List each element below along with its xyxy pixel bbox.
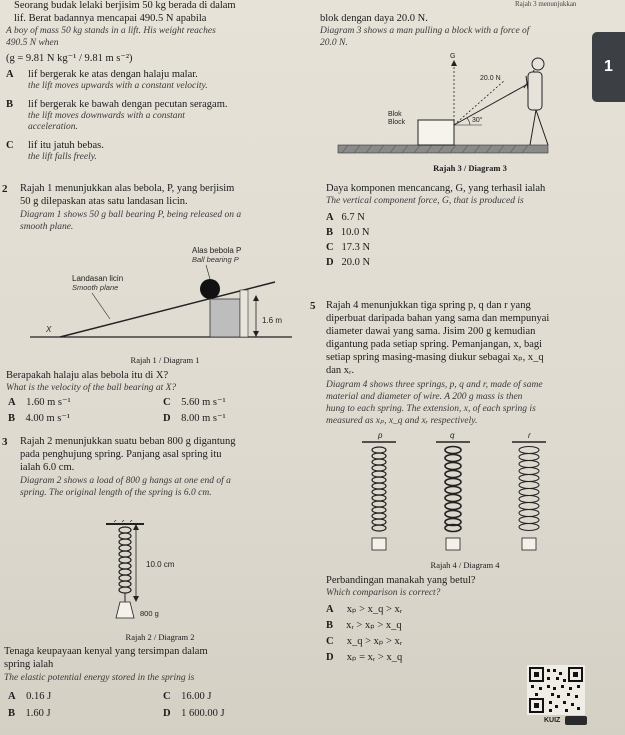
q3-en2: spring. The original length of the spring is 6.0 cm. xyxy=(20,488,212,498)
q4-option-a[interactable]: A 6.7 N xyxy=(326,212,365,223)
q3-question-ms2: spring ialah xyxy=(4,659,54,670)
q1-en2: 490.5 N when xyxy=(6,38,59,48)
ball-label: Alas bebola P xyxy=(192,246,242,255)
q1-option-b-en2: acceleration. xyxy=(28,122,78,132)
diagram-1 xyxy=(20,235,310,355)
qr-code-icon[interactable] xyxy=(527,665,585,715)
mass-label: 800 g xyxy=(140,609,159,618)
q3-ms2: pada penghujung spring. Panjang asal spring itu xyxy=(20,449,222,460)
q4-option-b[interactable]: B 10.0 N xyxy=(326,227,370,238)
mass-r xyxy=(522,538,536,550)
page-number-tab: 1 xyxy=(592,32,625,102)
kuiz-label: KUIZ xyxy=(544,717,561,724)
q1-option-b[interactable]: B xyxy=(6,99,14,110)
diagram-3 xyxy=(330,50,592,165)
q4-header-small: Rajah 3 menunjukkan xyxy=(515,0,577,8)
diagram-2 xyxy=(100,520,220,630)
q4-option-c[interactable]: C 17.3 N xyxy=(326,242,371,253)
q3-ms1: Rajah 2 menunjukkan suatu beban 800 g digantung xyxy=(20,436,236,447)
block-shape xyxy=(418,120,454,145)
q4-en1: Diagram 3 shows a man pulling a block with a force of xyxy=(320,26,530,36)
q3-question-ms1: Tenaga keupayaan kenyal yang tersimpan dalam xyxy=(4,646,208,657)
diagram-1-caption: Rajah 1 / Diagram 1 xyxy=(130,355,200,365)
q2-option-d[interactable]: D 8.00 m s⁻¹ xyxy=(163,413,226,424)
q1-option-b-en: the lift moves downwards with a constant xyxy=(28,111,185,121)
block-label-en: Block xyxy=(388,119,406,126)
q5-option-c[interactable]: C x_q > xₚ > xᵣ xyxy=(326,636,403,647)
q1-g-value: (g = 9.81 N kg⁻¹ / 9.81 m s⁻²) xyxy=(6,53,133,64)
spring-q-coils xyxy=(445,447,461,532)
force-label: 20.0 N xyxy=(480,75,501,82)
q2-option-c[interactable]: C 5.60 m s⁻¹ xyxy=(163,397,226,408)
spring-r-label: r xyxy=(528,431,531,440)
diagram-3-caption: Rajah 3 / Diagram 3 xyxy=(433,163,507,173)
q3-option-d[interactable]: D 1 600.00 J xyxy=(163,708,225,719)
q5-question-en: Which comparison is correct? xyxy=(326,588,441,598)
q5-ms6: dan xᵣ. xyxy=(326,365,355,376)
spring-r-coils xyxy=(519,447,539,531)
q1-en1: A boy of mass 50 kg stands in a lift. His weight reaches xyxy=(6,26,216,36)
q1-option-c-en: the lift falls freely. xyxy=(28,152,97,162)
q3-ms3: ialah 6.0 cm. xyxy=(20,462,75,473)
q5-option-d[interactable]: D xₚ = xᵣ > x_q xyxy=(326,652,403,663)
block-label: Blok xyxy=(388,111,402,118)
q1-option-c[interactable]: C xyxy=(6,140,14,151)
q2-question-en: What is the velocity of the ball bearing at X? xyxy=(6,383,177,393)
q5-ms3: diameter dawai yang sama. Jisim 200 g kemudian xyxy=(326,326,536,337)
point-x-label: X xyxy=(46,325,52,334)
q5-en4: measured as xₚ, x_q and xᵣ respectively. xyxy=(326,416,478,426)
q2-option-a[interactable]: A 1.60 m s⁻¹ xyxy=(8,397,71,408)
spring-p-label: p xyxy=(378,431,383,440)
q4-question-en: The vertical component force, G, that is produced is xyxy=(326,196,524,206)
q5-en1: Diagram 4 shows three springs, p, q and r, made of same xyxy=(326,380,543,390)
mass-p xyxy=(372,538,386,550)
ball-bearing-icon xyxy=(200,279,220,299)
q1-option-a[interactable]: A xyxy=(6,69,14,80)
q2-question-ms: Berapakah halaju alas bebola itu di X? xyxy=(6,370,169,381)
q1-intro-top: Seorang budak lelaki berjisim 50 kg berada di dalam xyxy=(14,0,236,11)
q4-question-ms: Daya komponen mencancang, G, yang terhasil ialah xyxy=(326,183,546,194)
q1-option-c-ms: lif itu jatuh bebas. xyxy=(28,140,104,151)
q2-number: 2 xyxy=(2,183,8,195)
diagram-4-caption: Rajah 4 / Diagram 4 xyxy=(430,560,500,570)
mass-q xyxy=(446,538,460,550)
diagram-2-caption: Rajah 2 / Diagram 2 xyxy=(125,632,195,642)
height-label: 1.6 m xyxy=(262,316,283,325)
q2-option-b[interactable]: B 4.00 m s⁻¹ xyxy=(8,413,71,424)
spring-p-coils xyxy=(372,447,386,531)
g-label: G xyxy=(450,53,456,60)
q5-ms2: diperbuat daripada bahan yang sama dan mempunyai xyxy=(326,313,550,324)
q1-option-a-ms: lif bergerak ke atas dengan halaju malar. xyxy=(28,69,198,80)
q3-option-b[interactable]: B 1.60 J xyxy=(8,708,51,719)
rope xyxy=(454,80,535,125)
q2-ms2: 50 g dilepaskan atas satu landasan licin. xyxy=(20,196,188,207)
q3-number: 3 xyxy=(2,436,8,448)
q4-ms1: blok dengan daya 20.0 N. xyxy=(320,13,428,24)
q4-option-d[interactable]: D 20.0 N xyxy=(326,257,371,268)
q5-ms5: setiap spring masing-masing diukur sebagai xₚ, x_q xyxy=(326,352,544,363)
support-post xyxy=(240,290,248,337)
kuiz-badge-icon xyxy=(565,716,587,725)
support-block xyxy=(210,299,240,337)
q5-en2: material and diameter of wire. A 200 g mass is then xyxy=(326,392,523,402)
q3-question-en: The elastic potential energy stored in the spring is xyxy=(4,673,195,683)
q5-number: 5 xyxy=(310,300,316,312)
q3-option-c[interactable]: C 16.00 J xyxy=(163,691,212,702)
spring-q-label: q xyxy=(450,431,455,440)
q5-ms1: Rajah 4 menunjukkan tiga spring p, q dan r yang xyxy=(326,300,531,311)
q2-en1: Diagram 1 shows 50 g ball bearing P, being released on a xyxy=(20,210,242,220)
length-label: 10.0 cm xyxy=(146,560,175,569)
q5-ms4: digantung pada setiap spring. Pemanjangan, x, bagi xyxy=(326,339,543,350)
q5-question-ms: Perbandingan manakah yang betul? xyxy=(326,575,476,586)
q1-option-a-en: the lift moves upwards with a constant velocity. xyxy=(28,81,208,91)
diagram-4 xyxy=(356,428,576,558)
q5-en3: hung to each spring. The extension, x, of each spring is xyxy=(326,404,536,414)
q2-ms1: Rajah 1 menunjukkan alas bebola, P, yang berjisim xyxy=(20,183,235,194)
q3-en1: Diagram 2 shows a load of 800 g hangs at one end of a xyxy=(20,476,231,486)
load-weight-icon xyxy=(116,602,134,618)
plane-label-en: Smooth plane xyxy=(72,283,119,292)
q5-option-a[interactable]: A xₚ > x_q > xᵣ xyxy=(326,604,403,615)
plane-label: Landasan licin xyxy=(72,274,124,283)
q3-option-a[interactable]: A 0.16 J xyxy=(8,691,52,702)
man-pulling-icon xyxy=(524,58,548,145)
q1-line2: lif. Berat badannya mencapai 490.5 N apabila xyxy=(14,13,207,24)
q5-option-b[interactable]: B xᵣ > xₚ > x_q xyxy=(326,620,402,631)
q1-option-b-ms: lif bergerak ke bawah dengan pecutan seragam. xyxy=(28,99,228,110)
angle-label: 30° xyxy=(472,117,483,124)
q4-en2: 20.0 N. xyxy=(320,38,348,48)
ball-label-en: Ball bearing P xyxy=(192,255,239,264)
spring-coils xyxy=(119,527,131,593)
q2-en2: smooth plane. xyxy=(20,222,74,232)
